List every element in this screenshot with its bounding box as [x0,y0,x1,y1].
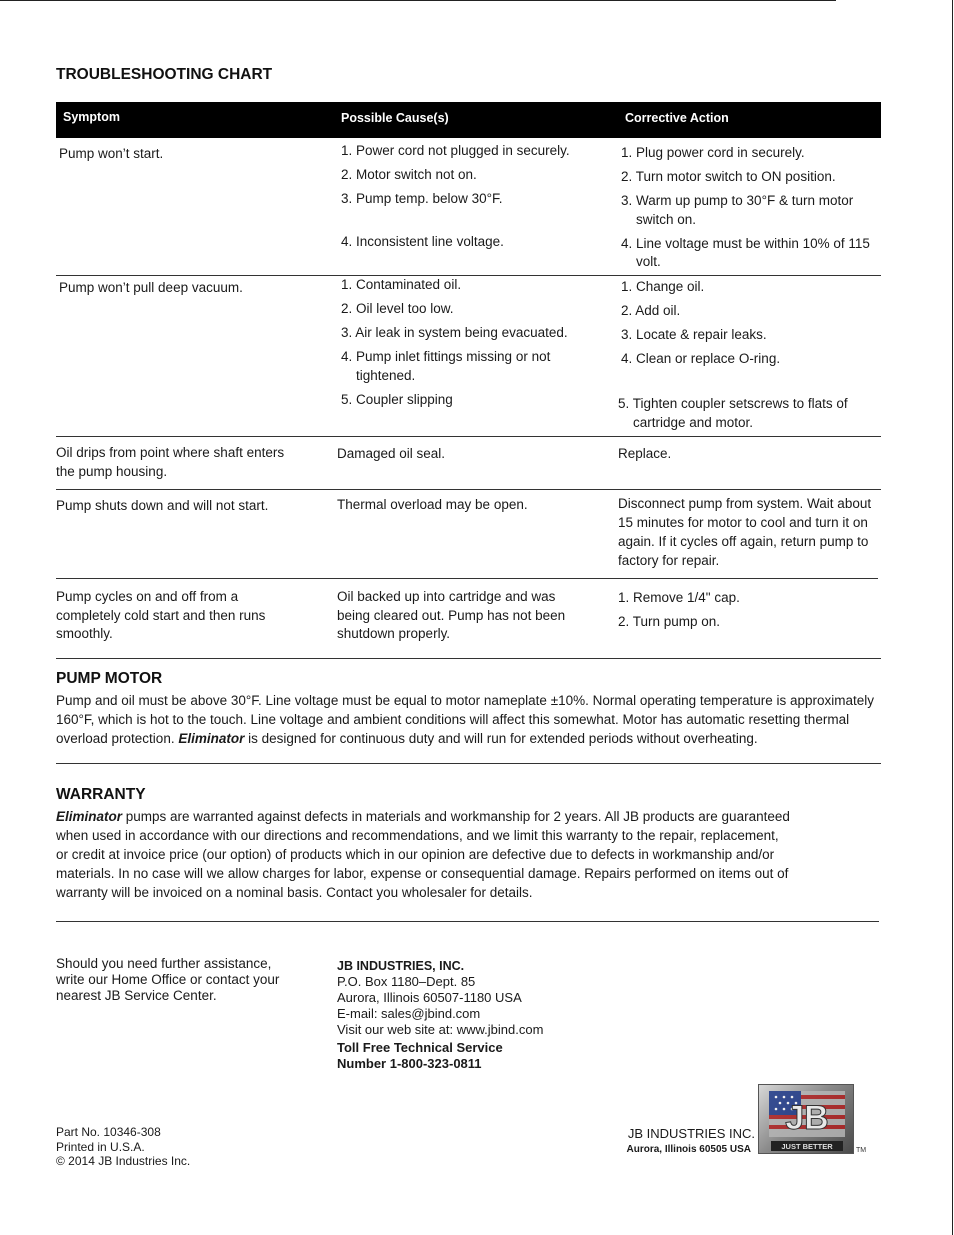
row1-action-3: 3. Warm up pump to 30°F & turn motor switch on. [621,193,854,227]
row2-action-4: 4. Clean or replace O-ring. [621,351,781,366]
contact-email[interactable]: E-mail: sales@jbind.com [337,1006,481,1021]
contact-address1: P.O. Box 1180–Dept. 85 [337,974,476,989]
footer-copyright: © 2014 JB Industries Inc. [56,1154,191,1168]
assistance-text [56,956,316,1004]
row2-action-2: 2. Add oil. [621,303,681,318]
row2-action-5-wrap [618,395,876,438]
row2-cause-4: 4. Pump inlet fittings missing or not tightened. [341,349,551,383]
row2-action-5: 5. Tighten coupler setscrews to flats of cartridge and motor. [618,396,848,430]
row1-action-2: 2. Turn motor switch to ON position. [621,169,836,184]
top-rule [0,0,836,1]
row1-symptom: Pump won’t start. [59,146,164,161]
header-action: Corrective Action [625,111,729,125]
pump-motor-title: PUMP MOTOR [56,670,163,687]
contact-tollfree-1: Toll Free Technical Service [337,1040,503,1055]
troubleshooting-title: TROUBLESHOOTING CHART [56,66,273,83]
jb-flag-graphic [759,1085,854,1154]
logo-letters: JB [785,1099,829,1137]
jb-logo [758,1084,854,1154]
assistance-line-2: write our Home Office or contact your [56,972,280,987]
row3-action: Replace. [618,446,672,461]
row2-action-1: 1. Change oil. [621,279,705,294]
contact-web[interactable]: Visit our web site at: www.jbind.com [337,1022,544,1037]
row2-cause-1: 1. Contaminated oil. [341,277,462,292]
pump-motor-text [56,691,886,748]
contact-company: JB INDUSTRIES, INC. [337,959,465,973]
row1-causes [341,142,601,257]
row2-action-3: 3. Locate & repair leaks. [621,327,767,342]
row-divider [56,436,881,437]
row5-symptom: Pump cycles on and off from a completely cold start and then runs smoothly. [56,589,266,641]
row1-cause-1: 1. Power cord not plugged in securely. [341,143,570,158]
row1-cause-3: 3. Pump temp. below 30°F. [341,191,503,206]
header-cause: Possible Cause(s) [341,111,449,125]
row2-actions [621,278,876,374]
footer-location: Aurora, Illinois 60505 USA [626,1144,751,1155]
footer-printed: Printed in U.S.A. [56,1139,145,1154]
right-rule [952,0,953,1235]
row1-actions [621,144,876,277]
warranty-body: pumps are warranted against defects in materials and workmanship for 2 years. All JB products are guaranteed when used in accordance with our directions and recommendations, and we limit this warranty to the repair, replacement, or credit at invoice price (our option) of products which in our opinion are defective due to defects in workmanship and/or materials. In no case will we allow charges for labor, expense or consequential damage. Repairs performed on items out of warranty will be invoiced on a nominal basis. Contact you wholesaler for details. [56,809,790,900]
row4-symptom: Pump shuts down and will not start. [56,498,269,513]
section-divider [56,763,881,764]
assistance-line-3: nearest JB Service Center. [56,988,217,1003]
footer-company: JB INDUSTRIES INC. [627,1126,755,1141]
row4-action: Disconnect pump from system. Wait about 15 minutes for motor to cool and turn it on again. If it cycles off again, return pump to factory for repair. [618,496,872,568]
trademark-mark: TM [856,1147,867,1154]
pump-motor-text-2: is designed for continuous duty and will run for extended periods without overheating. [244,731,758,746]
row-divider [56,489,881,490]
row2-cause-2: 2. Oil level too low. [341,301,454,316]
pump-motor-brand: Eliminator [178,731,245,746]
row5-cause: Oil backed up into cartridge and was being cleared out. Pump has not been shutdown properly. [337,589,566,641]
warranty-brand: Eliminator [56,809,123,824]
row5-action-1: 1. Remove 1/4" cap. [618,590,740,605]
row3-cause: Damaged oil seal. [337,446,446,461]
row-divider [56,578,878,579]
row1-action-1: 1. Plug power cord in securely. [621,145,805,160]
pump-motor-text-1: Pump and oil must be above 30°F. Line voltage must be equal to motor nameplate ±10%. Normal operating temperature is approximately 160°F, which is hot to the touch. Line voltage and ambient conditions will affect this somewhat. Motor has automatic resetting thermal overload protection. [56,693,875,746]
row3-symptom: Oil drips from point where shaft enters the pump housing. [56,445,285,479]
row5-actions [618,589,873,637]
logo-tagline: JUST BETTER [781,1142,833,1151]
assistance-line-1: Should you need further assistance, [56,956,272,971]
header-symptom: Symptom [63,110,120,124]
row4-cause: Thermal overload may be open. [337,497,528,512]
warranty-title: WARRANTY [56,786,146,803]
table-header [56,102,881,138]
row5-action-2: 2. Turn pump on. [618,614,721,629]
footer-part: Part No. 10346-308 [56,1125,161,1139]
contact-tollfree-2: Number 1-800-323-0811 [337,1056,482,1071]
row2-symptom: Pump won’t pull deep vacuum. [59,280,243,295]
row-divider [56,658,881,659]
row2-causes [341,276,591,415]
row1-cause-2: 2. Motor switch not on. [341,167,477,182]
contact-block [337,958,637,1072]
section-divider [56,921,879,922]
row2-cause-3: 3. Air leak in system being evacuated. [341,325,568,340]
row2-cause-5: 5. Coupler slipping [341,391,453,407]
contact-address2: Aurora, Illinois 60507-1180 USA [337,990,522,1005]
row1-action-4: 4. Line voltage must be within 10% of 115 volt. [621,235,870,269]
row1-cause-4: 4. Inconsistent line voltage. [341,234,504,249]
footer-left [56,1125,256,1169]
warranty-text [56,807,791,902]
